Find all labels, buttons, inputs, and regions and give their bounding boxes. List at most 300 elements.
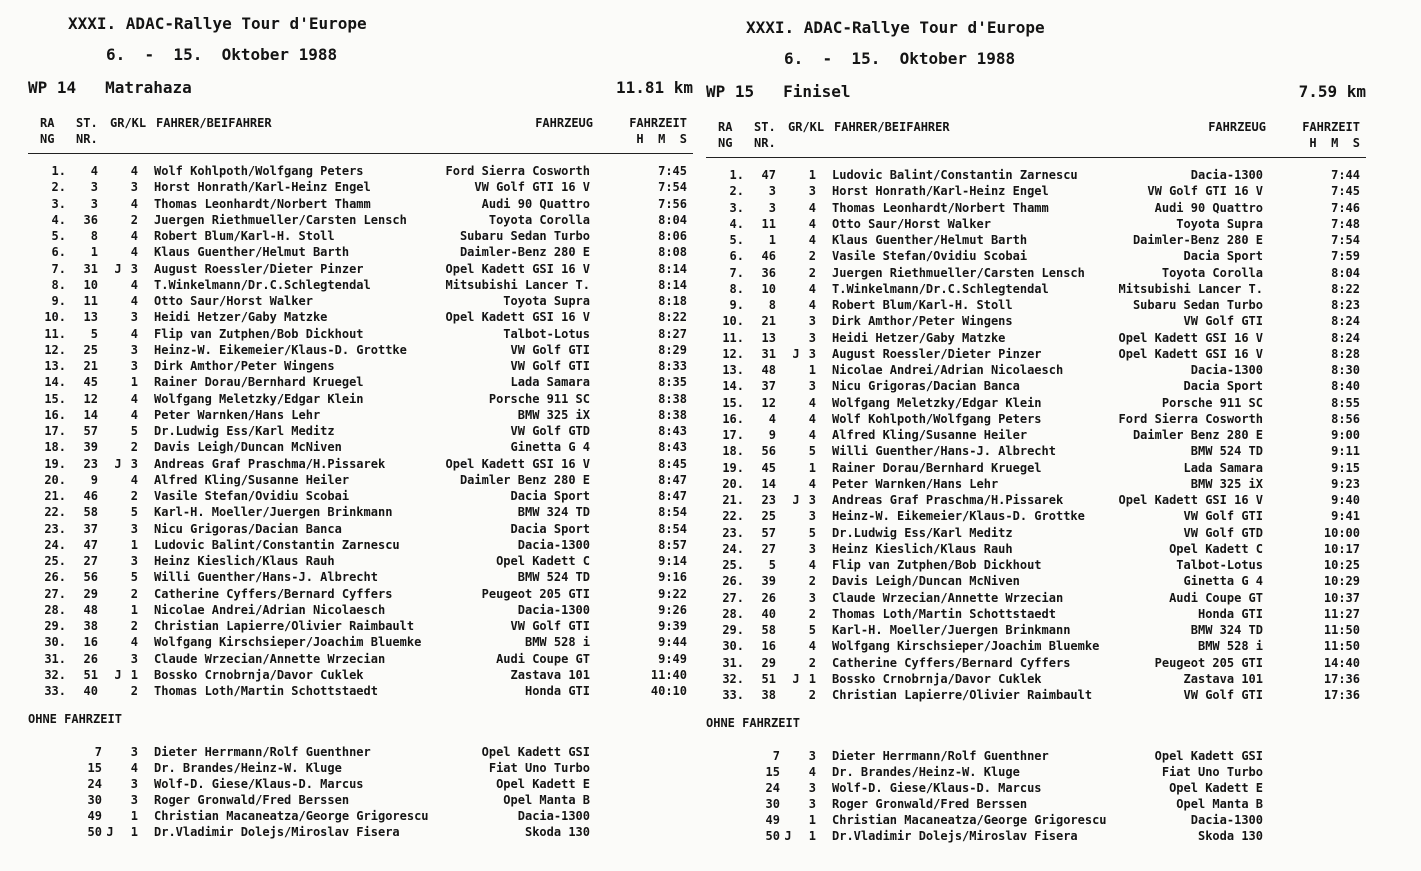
driver-codriver-cell: Heinz Kieslich/Klaus Rauh <box>154 554 335 568</box>
stage-time-cell: 9:11 <box>1331 444 1360 459</box>
rally-dates: 6. - 15. Oktober 1988 <box>784 49 1016 68</box>
driver-codriver-cell: Roger Gronwald/Fred Berssen <box>832 797 1028 811</box>
table-row <box>28 569 693 585</box>
col-ra: RA <box>40 116 55 130</box>
vehicle-cell: Toyota Corolla <box>488 212 590 227</box>
driver-codriver-cell: Rainer Dorau/Bernhard Kruegel <box>154 375 364 390</box>
group-class-cell: 1 <box>130 825 138 839</box>
table-row <box>28 553 693 569</box>
group-class-cell: 4 <box>808 233 816 247</box>
group-class-cell: 3 <box>130 651 138 666</box>
list-item <box>706 748 1366 764</box>
driver-codriver-cell: Karl-H. Moeller/Juergen Brinkmann <box>154 505 393 520</box>
rank-cell: 28. <box>722 606 744 621</box>
vehicle-cell: Opel Kadett GSI <box>1154 749 1263 763</box>
start-number-cell: 30 <box>765 797 780 811</box>
table-row <box>706 265 1366 281</box>
stage-time-cell: 10:00 <box>1323 525 1360 540</box>
rank-cell: 15. <box>44 391 66 406</box>
group-class-cell: 2 <box>808 249 816 264</box>
stage-name: WP 14 Matrahaza <box>28 78 192 97</box>
vehicle-cell: Opel Kadett C <box>496 554 590 568</box>
group-class-cell: 3 <box>808 330 816 345</box>
driver-codriver-cell: Heinz Kieslich/Klaus Rauh <box>832 541 1013 556</box>
stage-time-cell: 7:56 <box>658 196 687 211</box>
start-number-cell: 57 <box>761 525 776 540</box>
start-number-cell: 49 <box>765 813 780 827</box>
start-number-cell: 1 <box>90 245 98 260</box>
driver-codriver-cell: Bossko Crnobrnja/Davor Cuklek <box>154 667 364 682</box>
vehicle-cell: Audi Coupe GT <box>496 651 590 666</box>
driver-codriver-cell: Wolfgang Kirschsieper/Joachim Bluemke <box>832 639 1100 654</box>
group-class-cell: 3 <box>808 346 816 361</box>
group-class-cell: 3 <box>808 797 816 811</box>
vehicle-cell: Opel Kadett GSI 16 V <box>1118 493 1263 507</box>
start-number-cell: 27 <box>761 541 776 556</box>
driver-codriver-cell: Klaus Guenther/Helmut Barth <box>154 245 350 260</box>
table-row <box>706 378 1366 394</box>
driver-codriver-cell: Robert Blum/Karl-H. Stoll <box>154 229 335 243</box>
start-number-cell: 3 <box>90 196 98 211</box>
vehicle-cell: Opel Kadett GSI 16 V <box>1118 330 1263 345</box>
vehicle-cell: Lada Samara <box>1183 460 1263 475</box>
list-item <box>28 808 693 824</box>
table-row <box>28 504 693 520</box>
group-class-cell: 4 <box>130 294 138 308</box>
driver-codriver-cell: Thomas Leonhardt/Norbert Thamm <box>832 200 1049 215</box>
list-item <box>28 776 693 792</box>
stage-time-cell: 7:45 <box>658 164 687 178</box>
vehicle-cell: Dacia-1300 <box>1190 813 1263 827</box>
stage-time-cell: 8:04 <box>1331 265 1360 280</box>
driver-codriver-cell: Dirk Amthor/Peter Wingens <box>154 359 335 373</box>
group-class-cell: 5 <box>808 444 816 459</box>
driver-codriver-cell: Otto Saur/Horst Walker <box>832 216 991 231</box>
rank-cell: 18. <box>44 440 66 455</box>
rank-cell: 26. <box>44 570 66 585</box>
start-number-cell: 16 <box>83 635 98 650</box>
group-class-cell: 2 <box>130 586 138 601</box>
vehicle-cell: VW Golf GTI 16 V <box>474 180 590 195</box>
rank-cell: 8. <box>729 281 744 296</box>
group-class-cell: 3 <box>808 184 816 199</box>
group-class-cell: 3 <box>808 749 816 763</box>
driver-codriver-cell: Claude Wrzecian/Annette Wrzecian <box>154 651 386 666</box>
start-number-cell: 12 <box>761 395 776 410</box>
group-class-cell: 1 <box>130 667 138 682</box>
rank-cell: 10. <box>722 314 744 329</box>
stage-distance: 7.59 km <box>1298 82 1366 101</box>
start-number-cell: 36 <box>83 212 98 227</box>
start-number-cell: 49 <box>87 809 102 823</box>
driver-codriver-cell: Heidi Hetzer/Gaby Matzke <box>832 330 1006 345</box>
table-row <box>28 456 693 472</box>
stage-time-cell: 8:23 <box>1331 298 1360 312</box>
table-row <box>706 460 1366 476</box>
group-class-cell: 3 <box>808 781 816 795</box>
group-class-cell: 1 <box>808 363 816 377</box>
vehicle-cell: Dacia-1300 <box>517 809 590 823</box>
start-number-cell: 56 <box>83 570 98 585</box>
col-fahrzeug: FAHRZEUG <box>1208 120 1266 134</box>
driver-codriver-cell: T.Winkelmann/Dr.C.Schlegtendal <box>832 281 1049 296</box>
group-class-cell: 4 <box>130 407 138 422</box>
table-row <box>706 573 1366 589</box>
vehicle-cell: Toyota Corolla <box>1161 265 1263 280</box>
table-row <box>706 167 1366 183</box>
driver-codriver-cell: Nicu Grigoras/Dacian Banca <box>832 379 1020 394</box>
list-item <box>706 796 1366 812</box>
rank-cell: 7. <box>729 265 744 280</box>
group-class-cell: 4 <box>808 765 816 779</box>
stage-time-cell: 9:22 <box>658 586 687 601</box>
rank-cell: 30. <box>722 639 744 654</box>
rank-cell: 3. <box>729 200 744 215</box>
vehicle-cell: VW Golf GTI <box>510 359 590 373</box>
start-number-cell: 4 <box>768 411 776 426</box>
vehicle-cell: Dacia-1300 <box>517 537 590 552</box>
col-fahrer: FAHRER/BEIFAHRER <box>834 120 950 134</box>
rank-cell: 11. <box>44 326 66 341</box>
driver-codriver-cell: August Roessler/Dieter Pinzer <box>832 346 1042 361</box>
group-class-cell: 5 <box>130 505 138 520</box>
stage-results-right <box>706 4 1366 871</box>
vehicle-cell: Opel Manta B <box>503 793 590 807</box>
vehicle-cell: VW Golf GTI <box>510 619 590 633</box>
vehicle-cell: Dacia-1300 <box>1190 168 1263 182</box>
start-number-cell: 26 <box>761 590 776 605</box>
stage-time-cell: 8:27 <box>658 326 687 341</box>
start-number-cell: 38 <box>761 688 776 702</box>
rank-cell: 25. <box>44 554 66 568</box>
stage-time-cell: 10:17 <box>1323 541 1360 556</box>
rank-cell: 33. <box>44 684 66 698</box>
rank-cell: 22. <box>44 505 66 520</box>
driver-codriver-cell: Nicolae Andrei/Adrian Nicolaesch <box>832 363 1064 377</box>
vehicle-cell: Opel Kadett E <box>496 777 590 791</box>
driver-codriver-cell: Wolf Kohlpoth/Wolfgang Peters <box>832 411 1042 426</box>
start-number-cell: 3 <box>90 180 98 195</box>
stage-time-cell: 11:40 <box>650 667 687 682</box>
group-class-cell: 3 <box>130 261 138 276</box>
driver-codriver-cell: Wolf-D. Giese/Klaus-D. Marcus <box>832 781 1042 795</box>
rank-cell: 17. <box>722 428 744 442</box>
start-number-cell: 11 <box>761 216 776 231</box>
start-number-cell: 31 <box>761 346 776 361</box>
group-class-cell: 2 <box>130 212 138 227</box>
stage-time-cell: 17:36 <box>1323 688 1360 702</box>
stage-time-cell: 8:40 <box>1331 379 1360 394</box>
start-number-cell: 50 <box>765 829 780 843</box>
stage-time-cell: 9:26 <box>658 602 687 617</box>
junior-flag-cell: J <box>114 667 122 682</box>
group-class-cell: 4 <box>130 164 138 178</box>
rank-cell: 29. <box>44 619 66 633</box>
start-number-cell: 9 <box>768 428 776 442</box>
group-class-cell: 2 <box>808 655 816 670</box>
rank-cell: 15. <box>722 395 744 410</box>
start-number-cell: 30 <box>87 793 102 807</box>
start-number-cell: 29 <box>83 586 98 601</box>
driver-codriver-cell: Christian Lapierre/Olivier Raimbault <box>154 619 415 633</box>
start-number-cell: 58 <box>761 623 776 637</box>
table-row <box>28 179 693 195</box>
start-number-cell: 24 <box>87 777 102 791</box>
driver-codriver-cell: Karl-H. Moeller/Juergen Brinkmann <box>832 623 1071 637</box>
table-row <box>706 671 1366 687</box>
driver-codriver-cell: Horst Honrath/Karl-Heinz Engel <box>832 184 1049 199</box>
vehicle-cell: Ginetta G 4 <box>510 440 590 455</box>
driver-codriver-cell: Thomas Loth/Martin Schottstaedt <box>154 684 378 698</box>
rank-cell: 19. <box>722 460 744 475</box>
vehicle-cell: Opel Kadett GSI <box>481 745 590 759</box>
start-number-cell: 39 <box>83 440 98 455</box>
table-row <box>28 667 693 683</box>
rank-cell: 1. <box>51 164 66 178</box>
rank-cell: 19. <box>44 456 66 471</box>
driver-codriver-cell: Dr. Brandes/Heinz-W. Kluge <box>154 761 342 775</box>
group-class-cell: 5 <box>808 623 816 637</box>
vehicle-cell: Mitsubishi Lancer T. <box>1118 281 1263 296</box>
start-number-cell: 14 <box>761 476 776 491</box>
stage-header <box>706 82 1366 102</box>
driver-codriver-cell: Robert Blum/Karl-H. Stoll <box>832 298 1013 312</box>
start-number-cell: 47 <box>761 168 776 182</box>
driver-codriver-cell: August Roessler/Dieter Pinzer <box>154 261 364 276</box>
group-class-cell: 1 <box>130 809 138 823</box>
rank-cell: 5. <box>729 233 744 247</box>
driver-codriver-cell: Otto Saur/Horst Walker <box>154 294 313 308</box>
rank-cell: 33. <box>722 688 744 702</box>
driver-codriver-cell: T.Winkelmann/Dr.C.Schlegtendal <box>154 277 371 292</box>
group-class-cell: 1 <box>808 460 816 475</box>
driver-codriver-cell: Wolfgang Kirschsieper/Joachim Bluemke <box>154 635 422 650</box>
group-class-cell: 2 <box>130 489 138 503</box>
group-class-cell: 1 <box>808 829 816 843</box>
table-row <box>706 248 1366 264</box>
start-number-cell: 23 <box>83 456 98 471</box>
stage-time-cell: 9:15 <box>1331 460 1360 475</box>
vehicle-cell: Zastava 101 <box>1183 671 1263 686</box>
stage-time-cell: 11:50 <box>1323 639 1360 654</box>
driver-codriver-cell: Juergen Riethmueller/Carsten Lensch <box>154 212 407 227</box>
rank-cell: 26. <box>722 574 744 589</box>
driver-codriver-cell: Dr.Ludwig Ess/Karl Meditz <box>832 525 1013 540</box>
table-row <box>28 358 693 374</box>
stage-time-cell: 8:14 <box>658 277 687 292</box>
table-row <box>28 634 693 650</box>
group-class-cell: 4 <box>808 216 816 231</box>
rank-cell: 12. <box>722 346 744 361</box>
group-class-cell: 1 <box>808 671 816 686</box>
stage-time-cell: 10:37 <box>1323 590 1360 605</box>
table-row <box>706 492 1366 508</box>
driver-codriver-cell: Rainer Dorau/Bernhard Kruegel <box>832 460 1042 475</box>
vehicle-cell: BMW 324 TD <box>517 505 590 520</box>
driver-codriver-cell: Alfred Kling/Susanne Heiler <box>832 428 1028 442</box>
group-class-cell: 3 <box>808 590 816 605</box>
start-number-cell: 37 <box>761 379 776 394</box>
vehicle-cell: BMW 325 iX <box>517 407 590 422</box>
vehicle-cell: Dacia-1300 <box>517 602 590 617</box>
rank-cell: 4. <box>729 216 744 231</box>
rally-title: XXXI. ADAC-Rallye Tour d'Europe <box>746 18 1045 37</box>
group-class-cell: 4 <box>808 639 816 654</box>
start-number-cell: 40 <box>761 606 776 621</box>
group-class-cell: 5 <box>130 570 138 585</box>
stage-time-cell: 10:25 <box>1323 558 1360 572</box>
rank-cell: 28. <box>44 602 66 617</box>
group-class-cell: 4 <box>808 281 816 296</box>
group-class-cell: 3 <box>130 310 138 325</box>
stage-time-cell: 8:22 <box>658 310 687 325</box>
vehicle-cell: VW Golf GTI <box>1183 509 1263 524</box>
vehicle-cell: Peugeot 205 GTI <box>1154 655 1263 670</box>
stage-time-cell: 8:54 <box>658 521 687 536</box>
table-row <box>28 196 693 212</box>
driver-codriver-cell: Wolf Kohlpoth/Wolfgang Peters <box>154 164 364 178</box>
driver-codriver-cell: Juergen Riethmueller/Carsten Lensch <box>832 265 1085 280</box>
start-number-cell: 57 <box>83 424 98 438</box>
group-class-cell: 3 <box>808 509 816 524</box>
stage-time-cell: 7:44 <box>1331 168 1360 182</box>
driver-codriver-cell: Christian Lapierre/Olivier Raimbault <box>832 688 1093 702</box>
stage-time-cell: 9:49 <box>658 651 687 666</box>
driver-codriver-cell: Dr.Vladimir Dolejs/Miroslav Fisera <box>832 829 1078 843</box>
driver-codriver-cell: Dr.Vladimir Dolejs/Miroslav Fisera <box>154 825 400 839</box>
col-hms: H M S <box>636 132 687 146</box>
driver-codriver-cell: Andreas Graf Praschma/H.Pissarek <box>154 456 386 471</box>
start-number-cell: 5 <box>768 558 776 572</box>
stage-time-cell: 8:04 <box>658 212 687 227</box>
rank-cell: 18. <box>722 444 744 459</box>
col-fahrzeit: FAHRZEIT <box>629 116 687 130</box>
list-item <box>28 744 693 760</box>
start-number-cell: 46 <box>761 249 776 264</box>
table-row <box>706 183 1366 199</box>
driver-codriver-cell: Horst Honrath/Karl-Heinz Engel <box>154 180 371 195</box>
group-class-cell: 3 <box>130 359 138 373</box>
table-row <box>28 391 693 407</box>
driver-codriver-cell: Klaus Guenther/Helmut Barth <box>832 233 1028 247</box>
stage-time-cell: 9:00 <box>1331 428 1360 442</box>
group-class-cell: 3 <box>808 379 816 394</box>
rank-cell: 16. <box>44 407 66 422</box>
results-table <box>706 167 1366 703</box>
vehicle-cell: Toyota Supra <box>503 294 590 308</box>
column-headers <box>28 115 693 149</box>
group-class-cell: 4 <box>130 761 138 775</box>
vehicle-cell: Skoda 130 <box>1197 829 1263 843</box>
rank-cell: 17. <box>44 424 66 438</box>
group-class-cell: 2 <box>130 684 138 698</box>
stage-time-cell: 8:22 <box>1331 281 1360 296</box>
driver-codriver-cell: Nicu Grigoras/Dacian Banca <box>154 521 342 536</box>
start-number-cell: 25 <box>83 342 98 357</box>
junior-flag-cell: J <box>784 829 792 843</box>
table-row <box>706 427 1366 443</box>
vehicle-cell: Opel Kadett C <box>1169 541 1263 556</box>
start-number-cell: 9 <box>90 472 98 487</box>
stage-time-cell: 8:18 <box>658 294 687 308</box>
driver-codriver-cell: Catherine Cyffers/Bernard Cyffers <box>832 655 1071 670</box>
vehicle-cell: Daimler-Benz 280 E <box>1132 233 1263 247</box>
rank-cell: 6. <box>729 249 744 264</box>
stage-time-cell: 7:48 <box>1331 216 1360 231</box>
vehicle-cell: Toyota Supra <box>1176 216 1263 231</box>
table-row <box>28 537 693 553</box>
table-row <box>706 622 1366 638</box>
junior-flag-cell: J <box>114 456 122 471</box>
vehicle-cell: Dacia Sport <box>1183 379 1263 394</box>
driver-codriver-cell: Flip van Zutphen/Bob Dickhout <box>154 326 364 341</box>
group-class-cell: 1 <box>130 375 138 390</box>
vehicle-cell: Opel Kadett GSI 16 V <box>445 310 590 325</box>
driver-codriver-cell: Dieter Herrmann/Rolf Guenthner <box>154 745 371 759</box>
driver-codriver-cell: Wolfgang Meletzky/Edgar Klein <box>154 391 364 406</box>
table-row <box>706 508 1366 524</box>
group-class-cell: 3 <box>130 456 138 471</box>
stage-time-cell: 8:08 <box>658 245 687 260</box>
group-class-cell: 1 <box>808 168 816 182</box>
rank-cell: 6. <box>51 245 66 260</box>
vehicle-cell: BMW 528 i <box>1197 639 1263 654</box>
stage-time-cell: 9:44 <box>658 635 687 650</box>
start-number-cell: 16 <box>761 639 776 654</box>
driver-codriver-cell: Thomas Loth/Martin Schottstaedt <box>832 606 1056 621</box>
vehicle-cell: Lada Samara <box>510 375 590 390</box>
group-class-cell: 1 <box>130 537 138 552</box>
start-number-cell: 10 <box>83 277 98 292</box>
driver-codriver-cell: Claude Wrzecian/Annette Wrzecian <box>832 590 1064 605</box>
vehicle-cell: Subaru Sedan Turbo <box>459 229 590 243</box>
junior-flag-cell: J <box>792 671 800 686</box>
rank-cell: 13. <box>722 363 744 377</box>
table-row <box>706 411 1366 427</box>
vehicle-cell: Porsche 911 SC <box>1161 395 1263 410</box>
rank-cell: 11. <box>722 330 744 345</box>
vehicle-cell: BMW 524 TD <box>1190 444 1263 459</box>
group-class-cell: 2 <box>130 440 138 455</box>
group-class-cell: 3 <box>130 521 138 536</box>
col-nr: NR. <box>76 132 98 146</box>
table-row <box>706 606 1366 622</box>
start-number-cell: 8 <box>90 229 98 243</box>
group-class-cell: 4 <box>808 558 816 572</box>
rank-cell: 1. <box>729 168 744 182</box>
driver-codriver-cell: Davis Leigh/Duncan McNiven <box>832 574 1020 589</box>
stage-time-cell: 9:16 <box>658 570 687 585</box>
junior-flag-cell: J <box>114 261 122 276</box>
group-class-cell: 4 <box>808 428 816 442</box>
start-number-cell: 39 <box>761 574 776 589</box>
stage-time-cell: 7:59 <box>1331 249 1360 264</box>
table-row <box>28 277 693 293</box>
group-class-cell: 4 <box>130 277 138 292</box>
group-class-cell: 4 <box>130 391 138 406</box>
driver-codriver-cell: Catherine Cyffers/Bernard Cyffers <box>154 586 393 601</box>
vehicle-cell: VW Golf GTI 16 V <box>1147 184 1263 199</box>
driver-codriver-cell: Bossko Crnobrnja/Davor Cuklek <box>832 671 1042 686</box>
vehicle-cell: Skoda 130 <box>524 825 590 839</box>
rank-cell: 20. <box>44 472 66 487</box>
junior-flag-cell: J <box>792 346 800 361</box>
table-row <box>706 655 1366 671</box>
vehicle-cell: Audi 90 Quattro <box>481 196 590 211</box>
start-number-cell: 58 <box>83 505 98 520</box>
stage-time-cell: 8:33 <box>658 359 687 373</box>
vehicle-cell: Honda GTI <box>1197 606 1263 621</box>
